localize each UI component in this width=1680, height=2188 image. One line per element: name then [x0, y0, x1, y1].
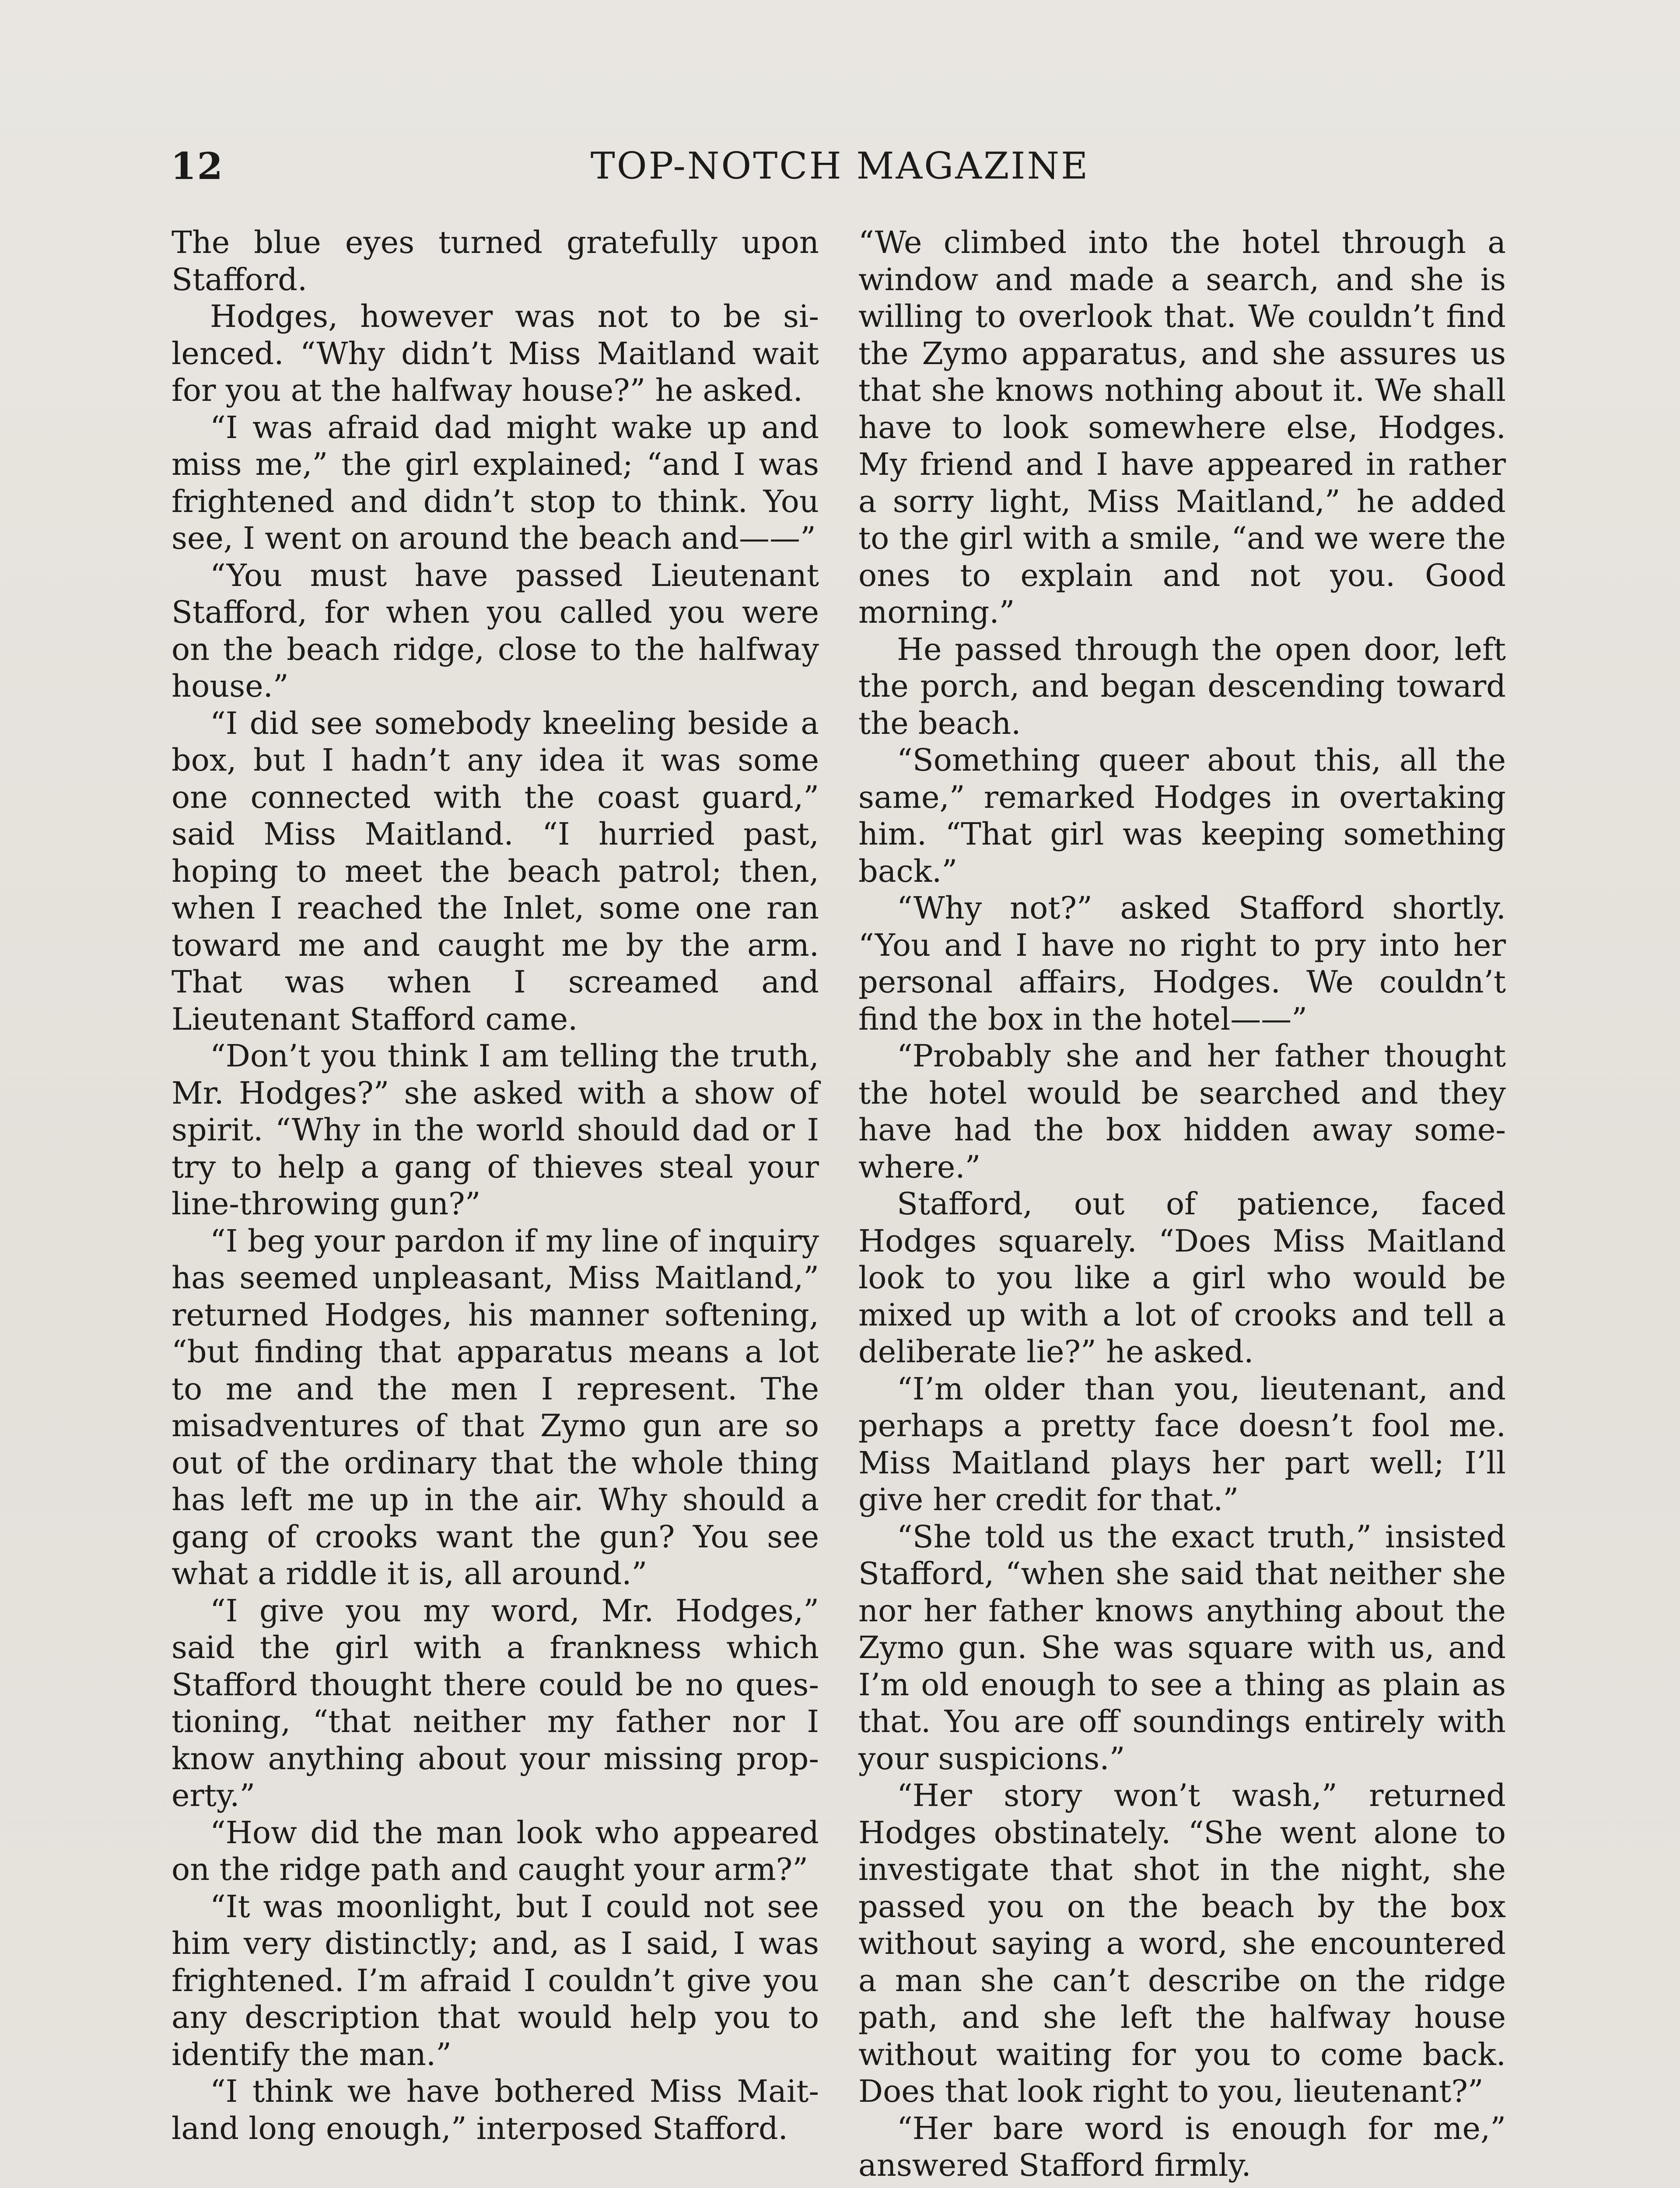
paragraph: Stafford, out of patience, faced Hodges squarely. “Does Miss Maitland look to you like a girl who would be mixed up with a lot of crooks and tell a deliberate lie?” he asked. [858, 1186, 1506, 1370]
paragraph: “You must have passed Lieutenant Stafford, for when you called you were on the beach ridge, close to the halfway house.” [172, 557, 819, 704]
paragraph: “Her bare word is enough for me,” answered Stafford firmly. [858, 2110, 1506, 2183]
paragraph: “Something queer about this, all the same,” remarked Hodges in overtaking him. “That girl was keeping something back.” [858, 742, 1506, 889]
running-title: TOP-NOTCH MAGAZINE [590, 144, 1090, 187]
page-header [171, 144, 1509, 206]
page-number: 12 [171, 144, 224, 188]
paragraph: “We climbed into the hotel through a window and made a search, and she is willing to overlook that. We couldn’t find the Zymo apparatus, and she assures us that she knows nothing about it. We shall have to look somewhere else, Hodges. My friend and I have appeared in rather a sorry light, Miss Maitland,” he added to the girl with a smile, “and we were the ones to explain and not you. Good morning.” [858, 224, 1506, 630]
left-text-column [172, 224, 819, 2147]
paragraph: “I give you my word, Mr. Hodges,” said the girl with a frankness which Stafford thought there could be no questioning, “that neither my father nor I know anything about your missing property.” [172, 1592, 819, 1813]
paragraph: “I beg your pardon if my line of inquiry has seemed unpleasant, Miss Maitland,” returned Hodges, his manner softening, “but finding that apparatus means a lot to me and the men I represent. The misadventures of that Zymo gun are so out of the ordinary that the whole thing has left me up in the air. Why should a gang of crooks want the gun? You see what a riddle it is, all around.” [172, 1223, 819, 1592]
paragraph: “I’m older than you, lieutenant, and perhaps a pretty face doesn’t fool me. Miss Maitland plays her part well; I’ll give her credit for that.” [858, 1371, 1506, 1518]
paragraph: “How did the man look who appeared on the ridge path and caught your arm?” [172, 1814, 819, 1887]
paragraph: “It was moonlight, but I could not see him very distinctly; and, as I said, I was frightened. I’m afraid I couldn’t give you any description that would help you to identify the man.” [172, 1888, 819, 2072]
right-text-column [858, 224, 1506, 2184]
paragraph: The blue eyes turned gratefully upon Stafford. [172, 224, 819, 298]
paragraph: Hodges, however was not to be silenced. “Why didn’t Miss Maitland wait for you at the halfway house?” he asked. [172, 298, 819, 408]
paragraph: “I did see somebody kneeling beside a box, but I hadn’t any idea it was some one connected with the coast guard,” said Miss Maitland. “I hurried past, hoping to meet the beach patrol; then, when I reached the Inlet, some one ran toward me and caught me by the arm. That was when I screamed and Lieutenant Stafford came. [172, 705, 819, 1037]
paragraph: “I was afraid dad might wake up and miss me,” the girl explained; “and I was frightened and didn’t stop to think. You see, I went on around the beach and——” [172, 409, 819, 556]
paragraph: “Her story won’t wash,” returned Hodges obstinately. “She went alone to investigate that shot in the night, she passed you on the beach by the box without saying a word, she encountered a man she can’t describe on the ridge path, and she left the halfway house without waiting for you to come back. Does that look right to you, lieutenant?” [858, 1778, 1506, 2109]
paragraph: “Probably she and her father thought the hotel would be searched and they have had the box hidden away somewhere.” [858, 1038, 1506, 1185]
paragraph: He passed through the open door, left the porch, and began descending toward the beach. [858, 631, 1506, 741]
paragraph: “Why not?” asked Stafford shortly. “You and I have no right to pry into her personal affairs, Hodges. We couldn’t find the box in the hotel——” [858, 890, 1506, 1037]
paragraph: “Don’t you think I am telling the truth, Mr. Hodges?” she asked with a show of spirit. “Why in the world should dad or I try to help a gang of thieves steal your line-throwing gun?” [172, 1038, 819, 1222]
paragraph: “She told us the exact truth,” insisted Stafford, “when she said that neither she nor her father knows anything about the Zymo gun. She was square with us, and I’m old enough to see a thing as plain as that. You are off soundings entirely with your suspicions.” [858, 1518, 1506, 1777]
paragraph: “I think we have bothered Miss Maitland long enough,” interposed Stafford. [172, 2073, 819, 2146]
